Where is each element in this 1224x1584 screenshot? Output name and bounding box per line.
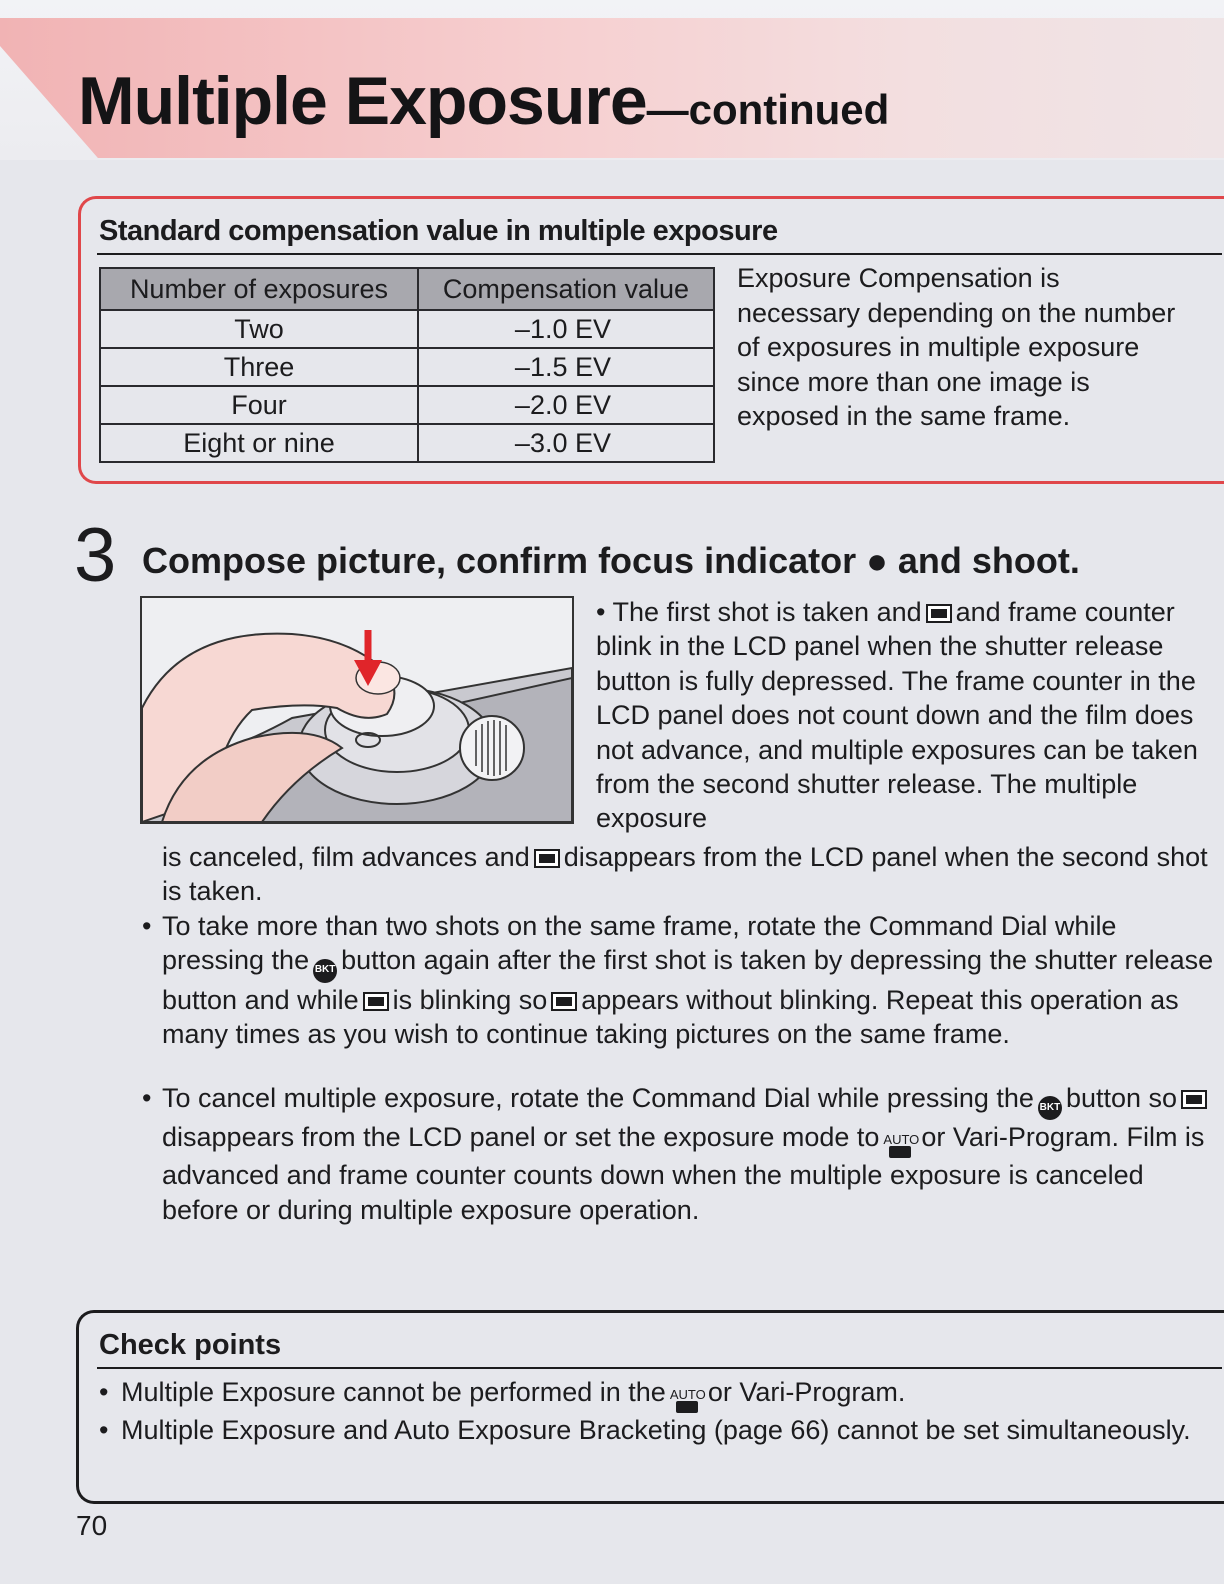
table-row [100,348,714,386]
auto-mode-icon: AUTO [670,1389,704,1413]
table-cell: –2.0 EV [418,386,714,424]
page-title [78,62,889,140]
bkt-button-icon: BKT [313,959,337,983]
table-row [100,386,714,424]
multiple-exposure-icon [1181,1090,1207,1109]
table-cell: –3.0 EV [418,424,714,462]
table-row [100,424,714,462]
shutter-illustration [140,596,574,824]
table-cell: Three [100,348,418,386]
table-cell: Two [100,310,418,348]
list-item: • Multiple Exposure and Auto Exposure Bracketing (page 66) cannot be set simultaneously. [99,1415,1191,1445]
bkt-button-icon: BKT [1038,1096,1062,1120]
table-cell: Eight or nine [100,424,418,462]
title-main: Multiple Exposure [78,63,647,139]
multiple-exposure-icon [363,992,389,1011]
bullet-dot: • [142,911,152,941]
step3-paragraph-1: • The first shot is taken and and frame counter blink in the LCD panel when the shutter release button is fully depressed. The frame counter in the LCD panel does not count down and the film does not advance, and multiple exposures can be taken from the second shutter release. The multiple exposure [596,597,1198,834]
compensation-table [99,267,715,463]
finger-pressing-shutter-icon [142,598,572,822]
column-header: Compensation value [418,268,714,310]
title-sub: —continued [646,86,890,133]
multiple-exposure-icon [534,849,560,868]
auto-mode-icon: AUTO [883,1134,917,1158]
column-header: Number of exposures [100,268,418,310]
check-points-box [76,1310,1224,1504]
compensation-box [78,196,1224,484]
list-item: • Multiple Exposure cannot be performed in the AUTO or Vari-Program. [99,1375,1199,1413]
check-points-rule [97,1367,1222,1369]
table-header-row [100,268,714,310]
table-cell: Four [100,386,418,424]
multiple-exposure-icon [926,604,952,623]
compensation-note: Exposure Compensation is necessary depending on the number of exposures in multiple exposure since more than one image is exposed in the same frame. [737,263,1176,431]
check-points-list [99,1375,1199,1447]
compensation-title: Standard compensation value in multiple exposure [99,215,778,247]
check-points-title: Check points [99,1329,282,1361]
multiple-exposure-icon [551,992,577,1011]
table-row [100,310,714,348]
focus-indicator-icon: ● [866,539,888,581]
step-number: 3 [74,513,117,598]
step3-paragraph-1-continued: is canceled, film advances and disappears from the LCD panel when the second shot is taken. [162,842,1208,907]
bullet-dot: • [142,1083,152,1113]
page-number: 70 [76,1510,108,1541]
table-cell: –1.5 EV [418,348,714,386]
step-heading: Compose picture, confirm focus indicator ● and shoot. [142,539,1080,581]
compensation-rule [97,253,1222,255]
table-cell: –1.0 EV [418,310,714,348]
